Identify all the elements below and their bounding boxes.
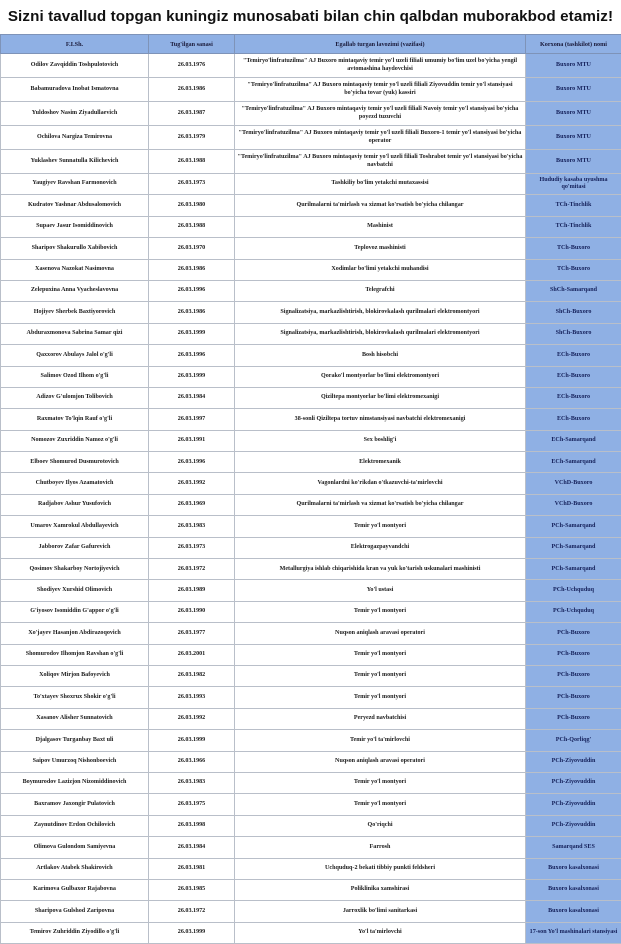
table-row bbox=[1, 238, 621, 259]
employee-name-cell: Sharipova Gulshod Zaripovna bbox=[1, 901, 149, 922]
employee-name-cell: Xasenova Nazokat Nasimovna bbox=[1, 259, 149, 280]
birth-date-cell: 26.03.1996 bbox=[149, 345, 235, 366]
birth-date-cell: 26.03.1973 bbox=[149, 174, 235, 195]
employee-name-cell: Qaxxorov Abulays Jalol o'g'li bbox=[1, 345, 149, 366]
table-row bbox=[1, 174, 621, 195]
table-row bbox=[1, 559, 621, 580]
employee-name-cell: Xasanov Alisher Sunnatovich bbox=[1, 708, 149, 729]
birth-date-cell: 26.03.1984 bbox=[149, 837, 235, 858]
organization-cell: ShCh-Buxoro bbox=[526, 323, 621, 344]
organization-cell: PCh-Ziyovuddin bbox=[526, 772, 621, 793]
employee-name-cell: To'xtayev Shoxrux Shokir o'g'li bbox=[1, 687, 149, 708]
birth-date-cell: 26.03.1966 bbox=[149, 751, 235, 772]
employee-name-cell: Shodiyev Xurshid Olimovich bbox=[1, 580, 149, 601]
table-row bbox=[1, 837, 621, 858]
birth-date-cell: 26.03.1992 bbox=[149, 708, 235, 729]
table-row bbox=[1, 644, 621, 665]
position-cell: Jarroxlik bo'limi sanitarkasi bbox=[235, 901, 526, 922]
position-cell: Elektrogazpayvandchi bbox=[235, 537, 526, 558]
organization-cell: PCh-Buxoro bbox=[526, 623, 621, 644]
position-cell: Yo'l ta'mirlovchi bbox=[235, 922, 526, 943]
birth-date-cell: 26.03.1999 bbox=[149, 730, 235, 751]
employee-name-cell: Yuklashev Sunnatulla Kilichevich bbox=[1, 150, 149, 174]
organization-cell: PCh-Samarqand bbox=[526, 559, 621, 580]
employee-name-cell: Temirov Zuhriddin Ziyodillo o'g'li bbox=[1, 922, 149, 943]
table-row bbox=[1, 126, 621, 150]
organization-cell: TCh-Tinchlik bbox=[526, 195, 621, 216]
header-organization: Korxona (tashkilot) nomi bbox=[526, 35, 621, 54]
birth-date-cell: 26.03.1993 bbox=[149, 687, 235, 708]
organization-cell: Buxoro MTU bbox=[526, 54, 621, 78]
employee-name-cell: Odilov Zavqiddin Toshpulotovich bbox=[1, 54, 149, 78]
position-cell: Bosh hisobchi bbox=[235, 345, 526, 366]
table-row bbox=[1, 78, 621, 102]
organization-cell: ECh-Buxoro bbox=[526, 345, 621, 366]
table-row bbox=[1, 280, 621, 301]
organization-cell: TCh-Buxoro bbox=[526, 238, 621, 259]
table-row bbox=[1, 473, 621, 494]
birth-date-cell: 26.03.1973 bbox=[149, 537, 235, 558]
position-cell: "Temiryo'linfratuzilma" AJ Buxoro mintaqaviy temir yo'l uzeli filiali Ziyovuddin temir yo'l stansiyasi bo'yicha tovar (yuk) kassiri bbox=[235, 78, 526, 102]
table-row bbox=[1, 665, 621, 686]
position-cell: Sex boshlig'i bbox=[235, 430, 526, 451]
table-row bbox=[1, 901, 621, 922]
organization-cell: Buxoro kasalxonasi bbox=[526, 901, 621, 922]
birth-date-cell: 26.03.2001 bbox=[149, 644, 235, 665]
organization-cell: PCh-Uchquduq bbox=[526, 601, 621, 622]
organization-cell: PCh-Ziyovuddin bbox=[526, 794, 621, 815]
birth-date-cell: 26.03.1982 bbox=[149, 665, 235, 686]
table-row bbox=[1, 580, 621, 601]
employee-name-cell: Shomurodov Ilhomjon Ravshan o'g'li bbox=[1, 644, 149, 665]
position-cell: Poliklinika xamshirasi bbox=[235, 879, 526, 900]
birth-date-cell: 26.03.1999 bbox=[149, 323, 235, 344]
birth-date-cell: 26.03.1990 bbox=[149, 601, 235, 622]
employee-name-cell: Elboev Shomurod Dusmurotovich bbox=[1, 452, 149, 473]
position-cell: Mashinist bbox=[235, 216, 526, 237]
organization-cell: Buxoro kasalxonasi bbox=[526, 879, 621, 900]
table-row bbox=[1, 54, 621, 78]
table-row bbox=[1, 302, 621, 323]
employee-name-cell: Ochilova Nargiza Temirovna bbox=[1, 126, 149, 150]
table-row bbox=[1, 879, 621, 900]
organization-cell: PCh-Samarqand bbox=[526, 516, 621, 537]
organization-cell: Samarqand SES bbox=[526, 837, 621, 858]
birth-date-cell: 26.03.1987 bbox=[149, 102, 235, 126]
employee-name-cell: Yaugiyev Ravshan Farmonovich bbox=[1, 174, 149, 195]
employee-name-cell: Radjabov Ashur Yusufovich bbox=[1, 494, 149, 515]
position-cell: "Temiryo'linfratuzilma" AJ Buxoro mintaqaviy temir yo'l uzeli filiali Navoiy temir yo'l stansiyasi bo'yicha poyezd tuzuvchi bbox=[235, 102, 526, 126]
employee-name-cell: Xo'jayev Hasanjon Abdirazoqovich bbox=[1, 623, 149, 644]
organization-cell: ECh-Buxoro bbox=[526, 366, 621, 387]
birth-date-cell: 26.03.1983 bbox=[149, 516, 235, 537]
position-cell: Vagonlardni ko'rikdan o'tkazuvchi-ta'mirlovchi bbox=[235, 473, 526, 494]
employee-name-cell: Qosimov Shakarboy Nortojiyevich bbox=[1, 559, 149, 580]
employee-name-cell: Jabborov Zafar Gafurevich bbox=[1, 537, 149, 558]
position-cell: Teplovoz mashinisti bbox=[235, 238, 526, 259]
position-cell: Qorako'l montyorlar bo'limi elektromontyori bbox=[235, 366, 526, 387]
header-birth-date: Tug'ilgan sanasi bbox=[149, 35, 235, 54]
table-row bbox=[1, 516, 621, 537]
organization-cell: PCh-Ziyovuddin bbox=[526, 815, 621, 836]
position-cell: Peryezd navbatchisi bbox=[235, 708, 526, 729]
employee-name-cell: Babamuradova Inobat Ismatovna bbox=[1, 78, 149, 102]
employee-name-cell: Umarov Xamrokul Abdullayevich bbox=[1, 516, 149, 537]
employee-name-cell: Hojiyev Sherbek Baxtiyorovich bbox=[1, 302, 149, 323]
organization-cell: PCh-Samarqand bbox=[526, 537, 621, 558]
birthday-table bbox=[0, 34, 621, 944]
organization-cell: ShCh-Samarqand bbox=[526, 280, 621, 301]
position-cell: 38-sonli Qiziltepa tortuv nimstansiyasi navbatchi elektromexanigi bbox=[235, 409, 526, 430]
table-row bbox=[1, 751, 621, 772]
birth-date-cell: 26.03.1988 bbox=[149, 216, 235, 237]
birth-date-cell: 26.03.1969 bbox=[149, 494, 235, 515]
employee-name-cell: Chutboyev Ilyos Azamatovich bbox=[1, 473, 149, 494]
table-row bbox=[1, 730, 621, 751]
table-row bbox=[1, 366, 621, 387]
organization-cell: Hududiy kasaba uyushma qo'mitasi bbox=[526, 174, 621, 195]
organization-cell: TCh-Buxoro bbox=[526, 259, 621, 280]
position-cell: Qurilmalarni ta'mirlash va xizmat ko'rsatish bo'yicha chilangar bbox=[235, 494, 526, 515]
table-row bbox=[1, 345, 621, 366]
position-cell: Farrosh bbox=[235, 837, 526, 858]
position-cell: Nuqson aniqlash aravasi operatori bbox=[235, 623, 526, 644]
position-cell: Metallurgiya ishlab chiqarishida kran va yuk ko'tarish uskunalari mashinisti bbox=[235, 559, 526, 580]
employee-name-cell: Saipov Umurzoq Nishonboevich bbox=[1, 751, 149, 772]
employee-name-cell: Xoliqov Mirjon Bafoyevich bbox=[1, 665, 149, 686]
position-cell: Yo'l ustasi bbox=[235, 580, 526, 601]
table-row bbox=[1, 323, 621, 344]
table-row bbox=[1, 102, 621, 126]
organization-cell: Buxoro MTU bbox=[526, 102, 621, 126]
position-cell: Xodimlar bo'limi yetakchi muhandisi bbox=[235, 259, 526, 280]
birth-date-cell: 26.03.1996 bbox=[149, 280, 235, 301]
employee-name-cell: Nomozov Zuxriddin Namoz o'g'li bbox=[1, 430, 149, 451]
table-row bbox=[1, 858, 621, 879]
employee-name-cell: Raxmatov To'lqin Rauf o'g'li bbox=[1, 409, 149, 430]
table-row bbox=[1, 601, 621, 622]
organization-cell: PCh-Ziyovuddin bbox=[526, 751, 621, 772]
position-cell: Elektromexanik bbox=[235, 452, 526, 473]
header-name: F.I.Sh. bbox=[1, 35, 149, 54]
employee-name-cell: Supaev Jasur Isomiddinovich bbox=[1, 216, 149, 237]
organization-cell: ECh-Samarqand bbox=[526, 430, 621, 451]
position-cell: "Temiryo'linfratuzilma" AJ Buxoro mintaqaviy temir yo'l uzeli filiali Toshrabot temir yo'l stansiyasi bo'yicha navbatchi bbox=[235, 150, 526, 174]
position-cell: Temir yo'l montyori bbox=[235, 601, 526, 622]
position-cell: Temir yo'l montyori bbox=[235, 794, 526, 815]
organization-cell: PCh-Buxoro bbox=[526, 644, 621, 665]
birth-date-cell: 26.03.1991 bbox=[149, 430, 235, 451]
position-cell: Qurilmalarni ta'mirlash va xizmat ko'rsatish bo'yicha chilangar bbox=[235, 195, 526, 216]
employee-name-cell: Adizov G'ulomjon Tolibovich bbox=[1, 387, 149, 408]
table-row bbox=[1, 815, 621, 836]
table-row bbox=[1, 687, 621, 708]
table-row bbox=[1, 259, 621, 280]
organization-cell: VChD-Buxoro bbox=[526, 473, 621, 494]
birth-date-cell: 26.03.1992 bbox=[149, 473, 235, 494]
employee-name-cell: Yuldoshov Nasim Ziyadullaevich bbox=[1, 102, 149, 126]
organization-cell: 17-son Yo'l mashinalari stansiyasi bbox=[526, 922, 621, 943]
employee-name-cell: Baxramov Jaxongir Pulatovich bbox=[1, 794, 149, 815]
organization-cell: Buxoro MTU bbox=[526, 150, 621, 174]
birth-date-cell: 26.03.1983 bbox=[149, 772, 235, 793]
position-cell: Signalizatsiya, markazlishtirish, blokirovkalash qurilmalari elektromontyori bbox=[235, 323, 526, 344]
employee-name-cell: Zelepuxina Anna Vyacheslavovna bbox=[1, 280, 149, 301]
organization-cell: VChD-Buxoro bbox=[526, 494, 621, 515]
table-row bbox=[1, 922, 621, 943]
position-cell: Nuqson aniqlash aravasi operatori bbox=[235, 751, 526, 772]
employee-name-cell: Sharipov Shakurullo Xabibovich bbox=[1, 238, 149, 259]
position-cell: "Temiryo'linfratuzilma" AJ Buxoro mintaqaviy temir yo'l uzeli filiali Buxoro-1 temir yo'l stansiyasi bo'yicha operator bbox=[235, 126, 526, 150]
table-row bbox=[1, 537, 621, 558]
employee-name-cell: G'iyosov Isomiddin G'appor o'g'li bbox=[1, 601, 149, 622]
position-cell: Temir yo'l montyori bbox=[235, 516, 526, 537]
organization-cell: PCh-Buxoro bbox=[526, 708, 621, 729]
organization-cell: ECh-Buxoro bbox=[526, 409, 621, 430]
birth-date-cell: 26.03.1977 bbox=[149, 623, 235, 644]
position-cell: Temir yo'l montyori bbox=[235, 772, 526, 793]
position-cell: Telegrafchi bbox=[235, 280, 526, 301]
organization-cell: PCh-Uchquduq bbox=[526, 580, 621, 601]
table-row bbox=[1, 387, 621, 408]
birth-date-cell: 26.03.1989 bbox=[149, 580, 235, 601]
organization-cell: TCh-Tinchlik bbox=[526, 216, 621, 237]
organization-cell: Buxoro MTU bbox=[526, 126, 621, 150]
table-row bbox=[1, 195, 621, 216]
birth-date-cell: 26.03.1972 bbox=[149, 901, 235, 922]
birth-date-cell: 26.03.1981 bbox=[149, 858, 235, 879]
organization-cell: Buxoro kasalxonasi bbox=[526, 858, 621, 879]
birth-date-cell: 26.03.1999 bbox=[149, 366, 235, 387]
birth-date-cell: 26.03.1999 bbox=[149, 922, 235, 943]
organization-cell: PCh-Buxoro bbox=[526, 687, 621, 708]
birth-date-cell: 26.03.1997 bbox=[149, 409, 235, 430]
position-cell: Signalizatsiya, markazlishtirish, blokirovkalash qurilmalari elektromontyori bbox=[235, 302, 526, 323]
table-row bbox=[1, 708, 621, 729]
organization-cell: ECh-Samarqand bbox=[526, 452, 621, 473]
position-cell: Tashkiliy bo'lim yetakchi mutaxassisi bbox=[235, 174, 526, 195]
position-cell: Temir yo'l montyori bbox=[235, 644, 526, 665]
table-row bbox=[1, 772, 621, 793]
employee-name-cell: Zaynutdinov Erdon Ochilovich bbox=[1, 815, 149, 836]
position-cell: Qo'riqchi bbox=[235, 815, 526, 836]
employee-name-cell: Olimova Gulondom Samiyevna bbox=[1, 837, 149, 858]
organization-cell: ShCh-Buxoro bbox=[526, 302, 621, 323]
organization-cell: Buxoro MTU bbox=[526, 78, 621, 102]
table-row bbox=[1, 430, 621, 451]
position-cell: Temir yo'l ta'mirlovchi bbox=[235, 730, 526, 751]
birth-date-cell: 26.03.1980 bbox=[149, 195, 235, 216]
table-row bbox=[1, 150, 621, 174]
birth-date-cell: 26.03.1996 bbox=[149, 452, 235, 473]
employee-name-cell: Salimov Ozod Ilhom o'g'li bbox=[1, 366, 149, 387]
organization-cell: PCh-Qorliqg' bbox=[526, 730, 621, 751]
birth-date-cell: 26.03.1986 bbox=[149, 259, 235, 280]
position-cell: Qiziltepa montyorlar bo'limi elektromexanigi bbox=[235, 387, 526, 408]
birth-date-cell: 26.03.1976 bbox=[149, 54, 235, 78]
employee-name-cell: Abduraxmonova Sabrina Samar qizi bbox=[1, 323, 149, 344]
table-body bbox=[1, 54, 621, 944]
birth-date-cell: 26.03.1975 bbox=[149, 794, 235, 815]
table-row bbox=[1, 452, 621, 473]
birth-date-cell: 26.03.1985 bbox=[149, 879, 235, 900]
birth-date-cell: 26.03.1998 bbox=[149, 815, 235, 836]
birth-date-cell: 26.03.1979 bbox=[149, 126, 235, 150]
page-title: Sizni tavallud topgan kuningiz munosabati bilan chin qalbdan muborakbod etamiz! bbox=[0, 0, 621, 34]
birth-date-cell: 26.03.1988 bbox=[149, 150, 235, 174]
birth-date-cell: 26.03.1986 bbox=[149, 78, 235, 102]
employee-name-cell: Karimova Gulbaxor Rajabovna bbox=[1, 879, 149, 900]
table-row bbox=[1, 494, 621, 515]
position-cell: Temir yo'l montyori bbox=[235, 687, 526, 708]
birth-date-cell: 26.03.1984 bbox=[149, 387, 235, 408]
employee-name-cell: Djalgasov Turganbay Baxt uli bbox=[1, 730, 149, 751]
organization-cell: PCh-Buxoro bbox=[526, 665, 621, 686]
table-row bbox=[1, 216, 621, 237]
position-cell: "Temiryo'linfratuzilma" AJ Buxoro mintaqaviy temir yo'l uzeli filiali umumiy bo'lim uzel bo'yicha yengil avtomashina haydovchisi bbox=[235, 54, 526, 78]
table-row bbox=[1, 794, 621, 815]
table-row bbox=[1, 409, 621, 430]
birth-date-cell: 26.03.1986 bbox=[149, 302, 235, 323]
birth-date-cell: 26.03.1972 bbox=[149, 559, 235, 580]
position-cell: Uchquduq-2 bekati tibbiy punkti feldsheri bbox=[235, 858, 526, 879]
employee-name-cell: Artlakov Atabek Shakirovich bbox=[1, 858, 149, 879]
employee-name-cell: Kudratov Yashnar Abdusalomovich bbox=[1, 195, 149, 216]
header-position: Egallab turgan lavozimi (vazifasi) bbox=[235, 35, 526, 54]
employee-name-cell: Boymurodov Lazizjon Nizomiddinovich bbox=[1, 772, 149, 793]
table-header-row bbox=[1, 35, 621, 54]
birth-date-cell: 26.03.1970 bbox=[149, 238, 235, 259]
organization-cell: ECh-Buxoro bbox=[526, 387, 621, 408]
table-row bbox=[1, 623, 621, 644]
position-cell: Temir yo'l montyori bbox=[235, 665, 526, 686]
